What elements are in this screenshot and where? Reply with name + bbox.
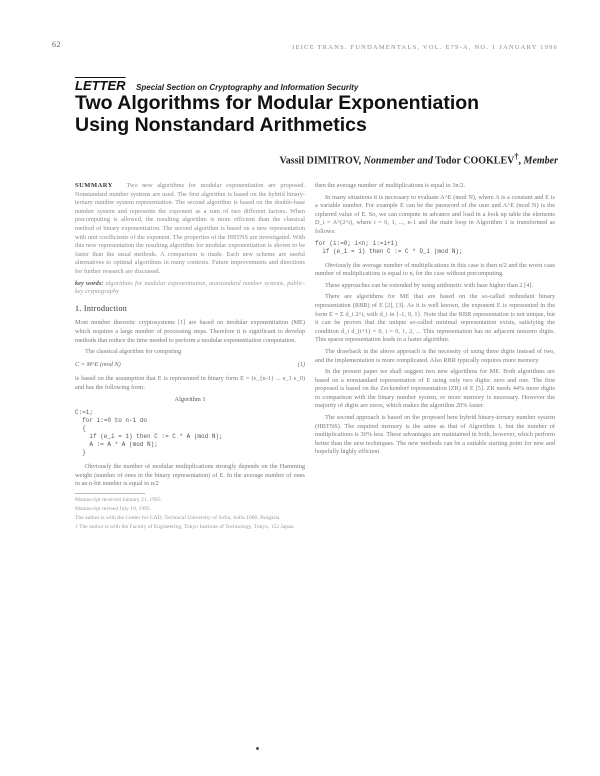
page-dot-mark — [256, 747, 259, 750]
section-heading-introduction: 1. Introduction — [75, 303, 128, 313]
code-line: C:=1; — [75, 409, 94, 417]
code-line: for (i:=0; i<n; i:=i+1) — [315, 239, 398, 247]
code-line: A := A * A (mod N); — [75, 441, 158, 449]
right-paragraph-7: In the present paper we shall suggest two new algorithms for ME. Both algorithms are based on a nonstandard representation of E using only two digits: zero and one. The first proposed is based on the Zeckendorf representation (ZR) of E [5]. ZR needs 44% more digits in comparison with the binary number system, or more memory is necessary. However the majority of digits are zeros, which makes the algorithm 20% faster. — [315, 368, 555, 410]
left-column — [75, 182, 305, 534]
code-line: if (e_i = 1) then C := C * D_i (mod N); — [315, 247, 463, 255]
code-line: if (e_i = 1) then C := C * A (mod N); — [75, 433, 223, 441]
author-2-role: Member — [523, 155, 558, 167]
right-paragraph-5: There are algorithms for ME that are based on the so-called redundant binary representation (RBR) of E [2], [3]. As it is well known, the exponent E is represented in the form E = Σ d_i 2^i, with d_i in {-1, 0, 1}. Note that the RBR representation is not unique, but it can be proven that the unique so-called minimal representation exists, satisfying the condition d_i d_(i+1) = 0, i = 0, 1, 2, ... This representation has no adjacent nonzero digits. This sparse representation leads to a faster algorithm. — [315, 293, 555, 344]
algorithm-loop-code — [315, 240, 555, 256]
intro-paragraph-3: is based on the assumption that E is represented in binary form E = (e_{n-1} ... e_1 e_0) and has the following form: — [75, 375, 305, 391]
author-2-mark: † — [514, 152, 519, 161]
journal-header: IEICE TRANS. FUNDAMENTALS, VOL. E79-A, NO. 1 JANUARY 1996 — [292, 44, 558, 51]
right-paragraph-1: then the average number of multiplications is equal to 3n/2. — [315, 182, 466, 189]
equation-body: C = M^E (mod N) — [75, 360, 121, 368]
abstract — [75, 182, 305, 277]
footnote: † The author is with the Faculty of Engineering, Tokyo Institute of Technology, Tokyo, 152 Japan. — [75, 524, 295, 531]
abstract-label: SUMMARY — [75, 182, 113, 189]
right-paragraph-4: These approaches can be extended by using arithmetic with base higher than 2 [4]. — [325, 281, 534, 289]
right-paragraph-8: The second approach is based on the proposed here hybrid binary-ternary number system (HBTNS). The required memory is the same as that of Algorithm 1, but the number of multiplications is 30% less. These advantages are maintained in both, however, which perform better than the new techniques. The new methods can be a suitable starting point for new and hopefully highly efficient — [315, 414, 555, 456]
algorithm-1-title: Algorithm 1 — [174, 396, 206, 404]
intro-paragraph-2: The classical algorithm for computing — [85, 348, 182, 356]
equation-1 — [75, 361, 305, 370]
right-paragraph-6: The drawback in the above approach is the necessity of using three digits instead of two, and the implementation is more complicated. Also RBR typically requires more memory. — [315, 347, 555, 364]
equation-number: (1) — [297, 360, 305, 368]
code-line: { — [75, 425, 86, 433]
page-number: 62 — [52, 40, 61, 49]
right-paragraph-3: Obviously the average number of multiplications in this case is then n/2 and the worst case number of multiplications is equal to n, for the case without precomputing. — [315, 261, 555, 278]
keywords-label: key words: — [75, 279, 104, 287]
right-paragraph-2: In many situations it is necessary to evaluate A^E (mod N), where A is a constant and E is a variable number. For example E can be the password of the user and A^E (mod N) is the ciphered value of E. So, we can compute in advance and load in a look up table the elements D_i = A^(2^i), where i = 0, 1, ..., n-1 and the main loop in Algorithm 1 is transformed as follows: — [315, 193, 555, 235]
abstract-text: Two new algorithms for modular exponentiation are proposed. Nonstandard number systems are used. The first algorithm is based on the hybrid binary-ternary number system representation. The second algorithm is based on the double-base number system and represents the exponent as a sum of two different factors. When precomputing is allowed, the resulting algorithm is more efficient than the classical method of binary exponentiation. The second algorithm is based on a new representation with unit coefficients of the exponent. The properties of the HBTNS are investigated. With this new representation the resulting algorithm for modular exponentiation is shown to be faster than the usual methods. A comparison is made. Each new scheme are useful alternatives to optimal algorithms in many contexts. Future improvements and directions for further research are discussed. — [75, 182, 306, 275]
footnote: Manuscript received January 21, 1995. — [75, 496, 162, 503]
author-1-role: Nonmember — [363, 155, 415, 167]
author-2-name: Todor COOKLEV — [435, 155, 515, 167]
footnote: Manuscript revised July 19, 1995. — [75, 506, 152, 513]
footnote-divider — [75, 493, 145, 494]
special-section-label: Special Section on Cryptography and Information Security — [136, 83, 359, 92]
author-1-name: Vassil DIMITROV — [279, 155, 359, 167]
article-kind: LETTER — [75, 78, 126, 93]
right-column — [315, 182, 555, 460]
article-title: Two Algorithms for Modular Exponentiation Using Nonstandard Arithmetics — [75, 92, 480, 136]
intro-paragraph-1: Most number theoretic cryptosystems [1] are based on modular exponentiation (ME) which requires a large number of processing steps. Therefore it is significant to develop methods that reduce the time needed to perform a modular exponentiation computation. — [75, 319, 305, 344]
code-line: } — [75, 449, 86, 457]
code-line: for i:=0 to n-1 do — [75, 417, 148, 425]
author-line: Vassil DIMITROV, Nonmember and Todor COOKLEV†, Member — [279, 152, 558, 167]
keywords-text: algorithms for modular exponentiation, nonstandard number systems, public-key cryptography — [75, 279, 305, 296]
author-conjunction: and — [417, 155, 433, 167]
keywords — [75, 280, 305, 297]
intro-paragraph-4: Obviously the number of modular multiplications strongly depends on the Hamming weight (number of ones in the binary representation) of E. In the average number of ones in an n-bit number is equal to n/2 — [75, 463, 305, 488]
footnote: The author is with the Center for CAD, Technical University of Sofia, Sofia 1000, Bulgaria. — [75, 515, 281, 522]
algorithm-1-code — [75, 409, 305, 457]
